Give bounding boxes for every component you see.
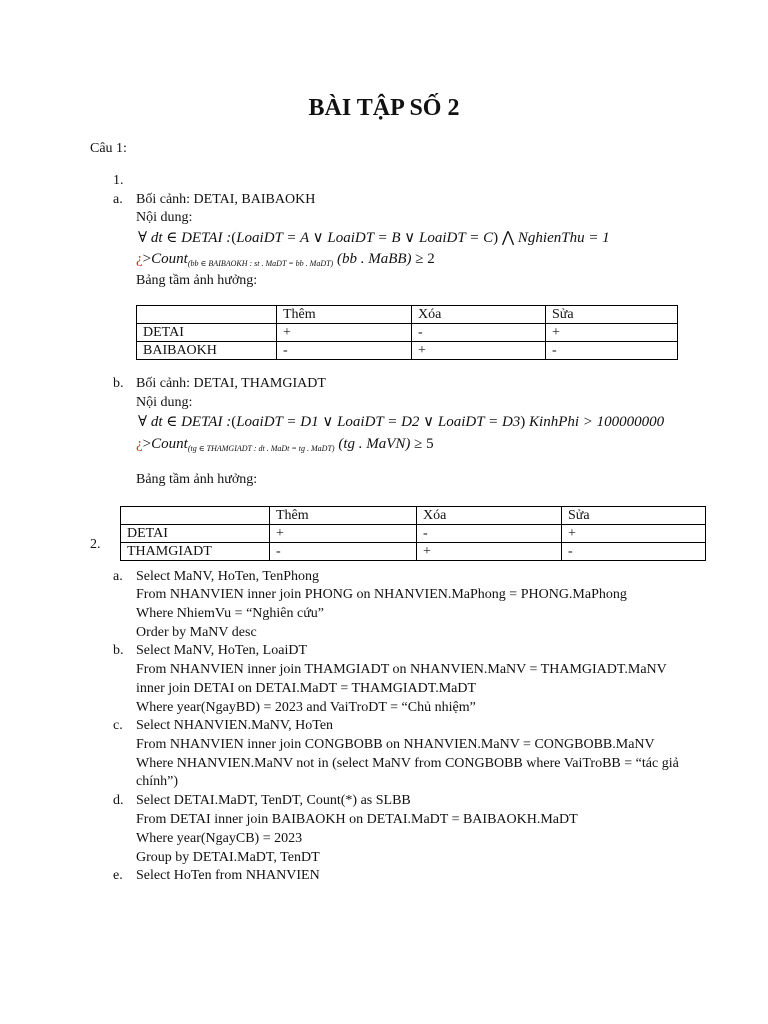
sql-line: Order by MaNV desc <box>136 625 257 640</box>
item-b-formula-line2: ¿>Count$_{(tg \in THAMGIADT : dt . MaDt = tg . MaDT)}$ (tg . MaVN) ≥ 5 <box>136 436 434 453</box>
sql-line: Select MaNV, HoTen, TenPhong <box>136 569 320 584</box>
table-header-cell: Thêm <box>270 507 417 525</box>
sql-line: Where NhiemVu = “Nghiên cứu” <box>136 606 325 621</box>
sql-line: chính”) <box>136 774 178 789</box>
forall-symbol: ∀ <box>138 230 148 246</box>
sql-item-b-letter: b. <box>113 643 124 658</box>
sql-item-c-letter: c. <box>113 718 123 733</box>
table-cell: THAMGIADT <box>121 543 270 561</box>
forall-symbol: ∀ <box>138 414 148 430</box>
inverted-question-mark: ¿ <box>136 251 143 267</box>
item-a-formula-line1: ∀ dt ∈ DETAI :(LoaiDT = A ∨ LoaiDT = B ∨ LoaiDT = C) ⋀ NghienThu = 1 <box>138 230 610 246</box>
part1-number: 1. <box>113 173 124 188</box>
sql-line: From NHANVIEN inner join CONGBOBB on NHANVIEN.MaNV = CONGBOBB.MaNV <box>136 737 655 752</box>
table-header-cell: Xóa <box>417 507 562 525</box>
item-b-letter: b. <box>113 376 124 391</box>
item-a-formula-line2: ¿>Count$_{(bb \in BAIBAOKH : st . MaDT = bb . MaDT)}$ (bb . MaBB) ≥ 2 <box>136 251 435 268</box>
sql-item-a-letter: a. <box>113 569 123 584</box>
item-a-letter: a. <box>113 192 123 207</box>
sql-line: From NHANVIEN inner join THAMGIADT on NHANVIEN.MaNV = THAMGIADT.MaNV <box>136 662 667 677</box>
table-cell: + <box>562 525 706 543</box>
table-cell: + <box>277 324 412 342</box>
sql-line: Select NHANVIEN.MaNV, HoTen <box>136 718 334 733</box>
table-cell: - <box>412 324 546 342</box>
table-cell: + <box>270 525 417 543</box>
inverted-question-mark: ¿ <box>136 436 143 452</box>
table-cell: + <box>417 543 562 561</box>
sql-line: Group by DETAI.MaDT, TenDT <box>136 850 320 865</box>
table-cell: - <box>546 342 678 360</box>
and-symbol: ⋀ <box>501 230 515 246</box>
sql-line: inner join DETAI on DETAI.MaDT = THAMGIADT.MaDT <box>136 681 477 696</box>
sql-item-d-letter: d. <box>113 793 124 808</box>
sql-line: Where year(NgayBD) = 2023 and VaiTroDT = “Chủ nhiệm” <box>136 700 476 715</box>
item-a-influence-label: Bảng tầm ảnh hưởng: <box>136 273 258 288</box>
table-row <box>137 324 678 342</box>
table-cell: + <box>546 324 678 342</box>
table-row <box>137 342 678 360</box>
sql-line: Select MaNV, HoTen, LoaiDT <box>136 643 308 658</box>
table-cell: - <box>270 543 417 561</box>
table-cell: + <box>412 342 546 360</box>
table-row <box>121 525 706 543</box>
table-header-cell <box>137 306 277 324</box>
question-label: Câu 1: <box>90 141 127 156</box>
table-header-cell: Sửa <box>562 507 706 525</box>
table-row <box>121 543 706 561</box>
influence-table-b <box>120 506 706 561</box>
table-header-cell: Thêm <box>277 306 412 324</box>
item-a-context: Bối cảnh: DETAI, BAIBAOKH <box>136 192 316 207</box>
table-cell: - <box>562 543 706 561</box>
table-header-row <box>137 306 678 324</box>
table-header-cell: Sửa <box>546 306 678 324</box>
sql-line: Where NHANVIEN.MaNV not in (select MaNV from CONGBOBB where VaiTroBB = “tác giả <box>136 756 679 771</box>
item-b-formula-line1: ∀ dt ∈ DETAI :(LoaiDT = D1 ∨ LoaiDT = D2 ∨ LoaiDT = D3) KinhPhi > 100000000 <box>138 414 665 430</box>
item-b-content-label: Nội dung: <box>136 395 193 410</box>
table-cell: - <box>277 342 412 360</box>
part2-number: 2. <box>90 537 101 552</box>
table-header-cell <box>121 507 270 525</box>
table-cell: - <box>417 525 562 543</box>
table-header-row <box>121 507 706 525</box>
document-title: BÀI TẬP SỐ 2 <box>308 95 460 121</box>
sql-line: From NHANVIEN inner join PHONG on NHANVIEN.MaPhong = PHONG.MaPhong <box>136 587 627 602</box>
influence-table-a <box>136 305 678 360</box>
sql-line: Select HoTen from NHANVIEN <box>136 868 320 883</box>
item-b-context: Bối cảnh: DETAI, THAMGIADT <box>136 376 326 391</box>
item-a-content-label: Nội dung: <box>136 210 193 225</box>
table-cell: DETAI <box>121 525 270 543</box>
sql-line: Where year(NgayCB) = 2023 <box>136 831 303 846</box>
table-cell: BAIBAOKH <box>137 342 277 360</box>
table-cell: DETAI <box>137 324 277 342</box>
sql-item-e-letter: e. <box>113 868 123 883</box>
item-b-influence-label: Bảng tầm ảnh hưởng: <box>136 472 258 487</box>
sql-line: Select DETAI.MaDT, TenDT, Count(*) as SLBB <box>136 793 411 808</box>
sql-line: From DETAI inner join BAIBAOKH on DETAI.MaDT = BAIBAOKH.MaDT <box>136 812 578 827</box>
table-header-cell: Xóa <box>412 306 546 324</box>
